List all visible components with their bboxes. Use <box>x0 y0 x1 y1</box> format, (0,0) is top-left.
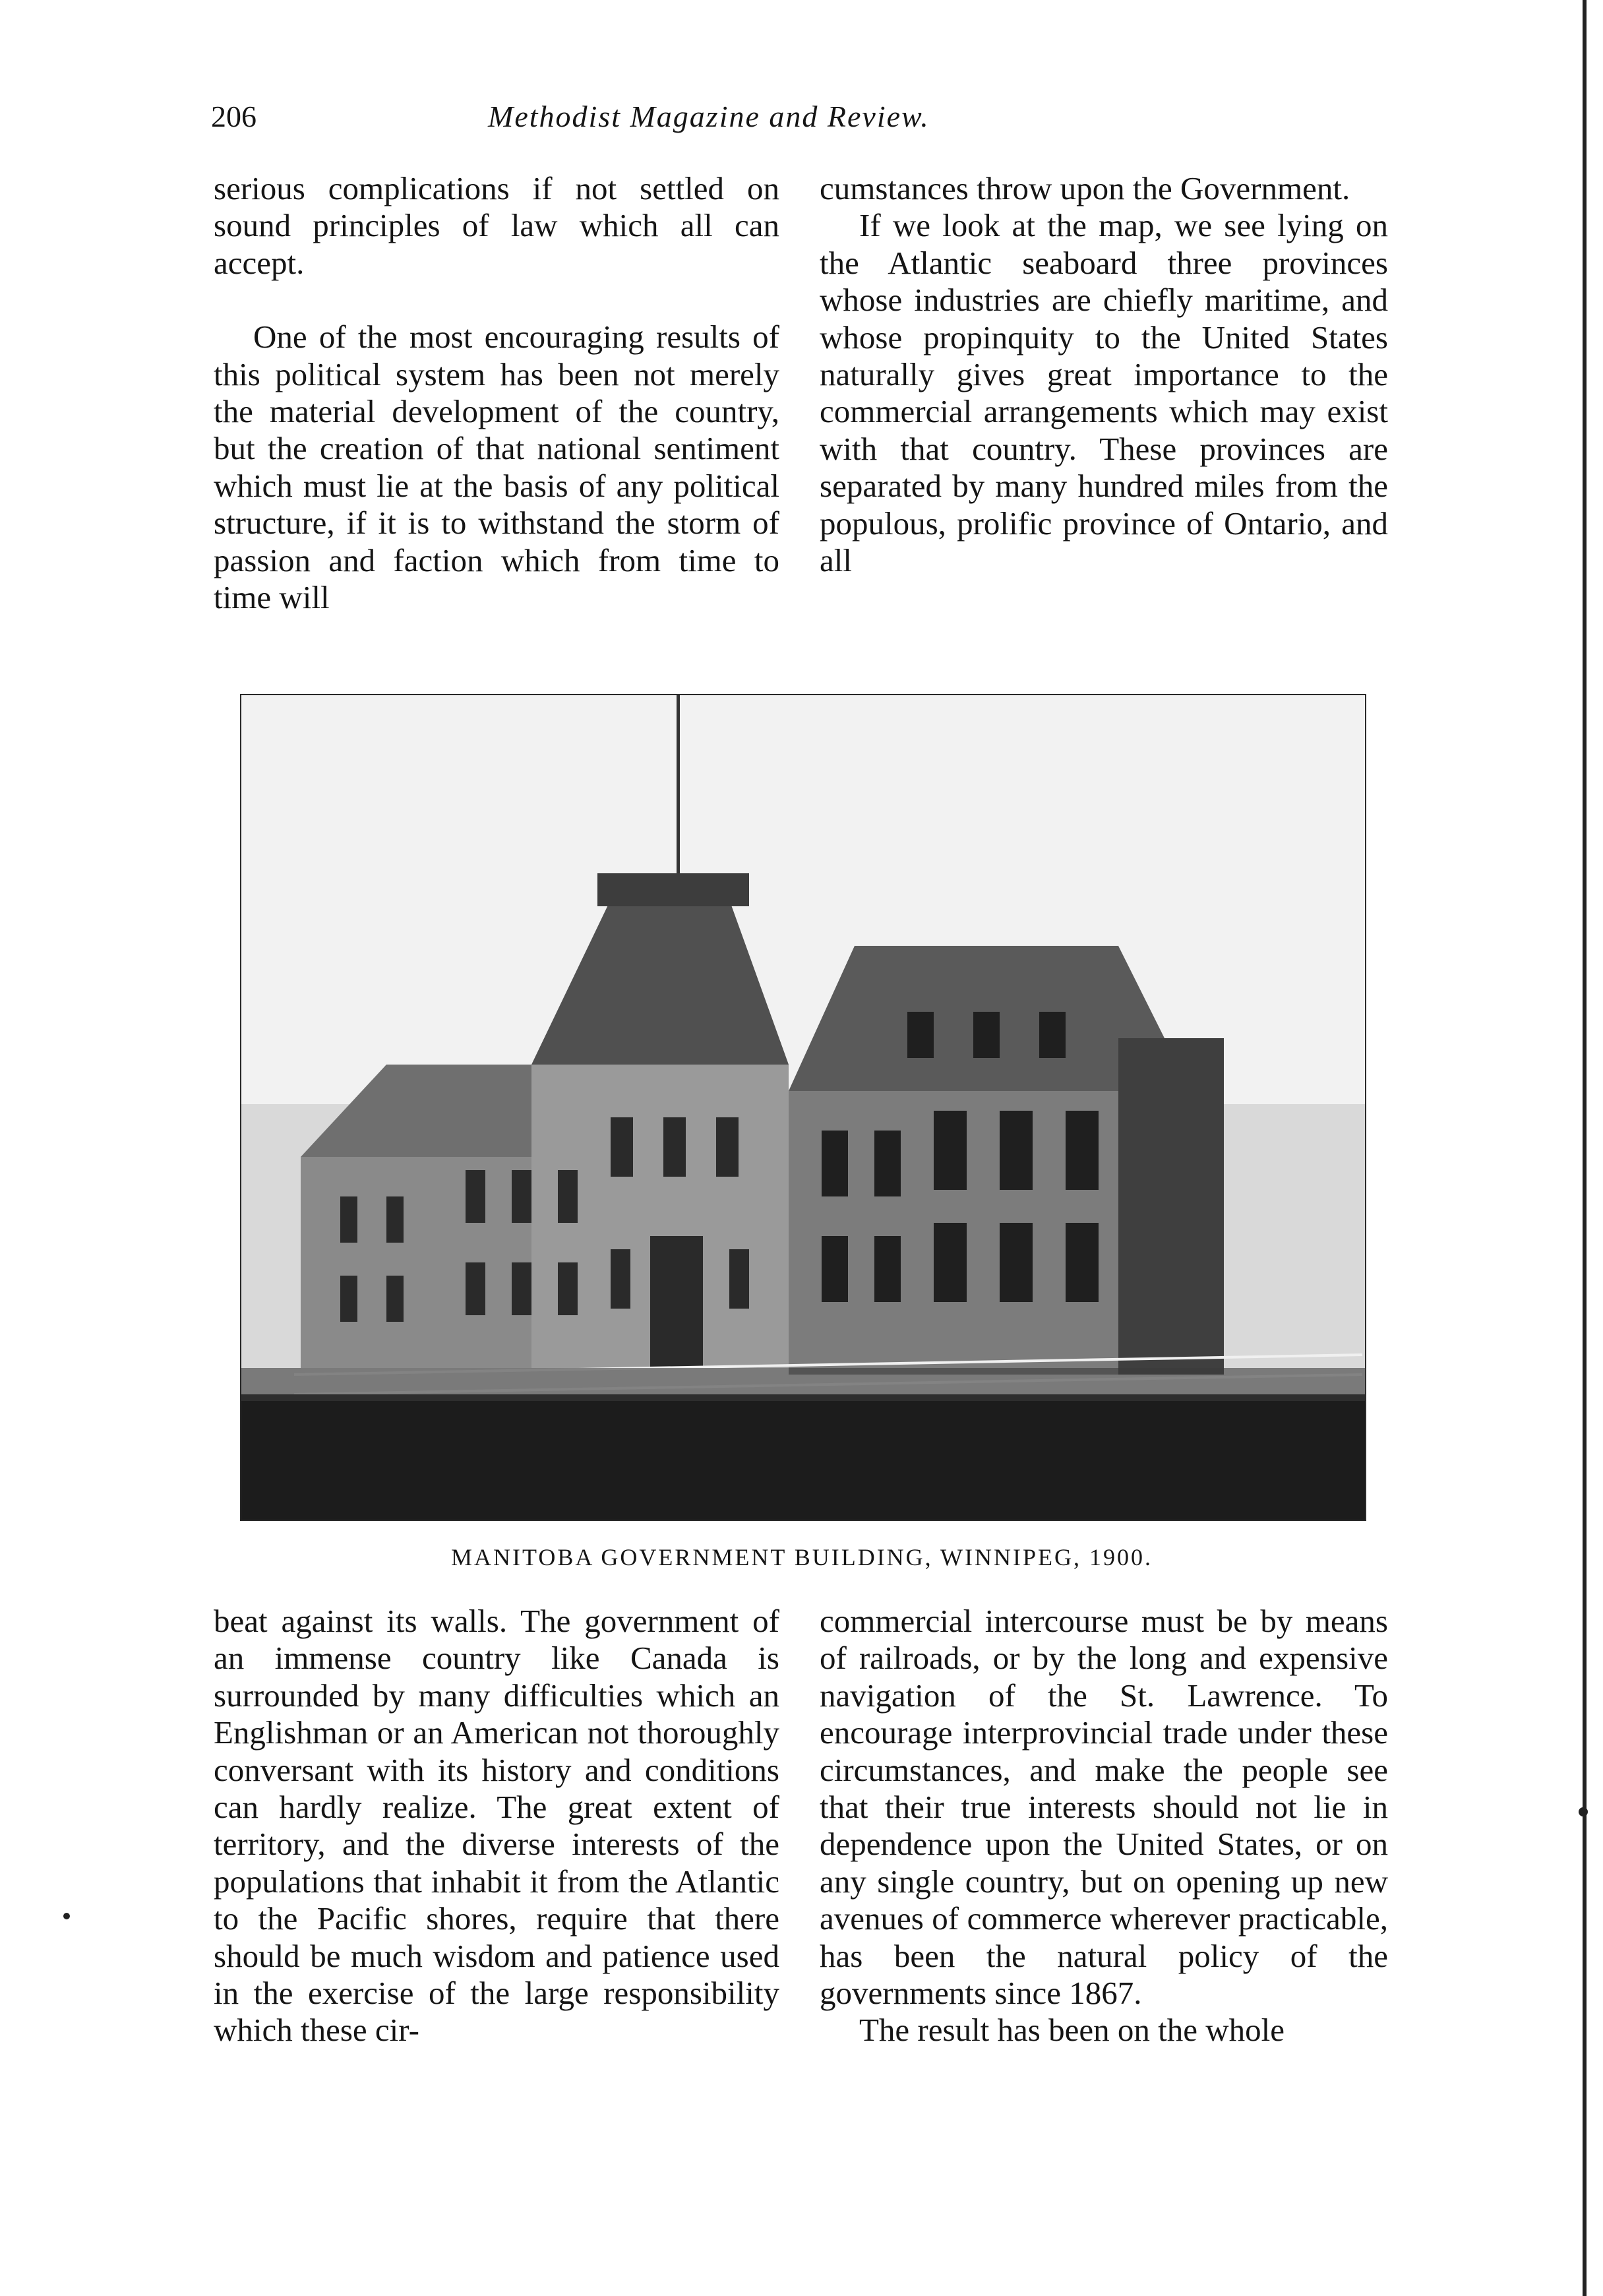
scan-mark <box>1579 1807 1588 1816</box>
paragraph: The result has been on the whole <box>859 2012 1285 2049</box>
paragraph: cumstances throw upon the Government. <box>820 170 1350 206</box>
scan-margin-edge <box>1583 0 1587 2296</box>
page-header <box>198 92 1095 145</box>
figure-caption: MANITOBA GOVERNMENT BUILDING, WINNIPEG, 1900. <box>451 1544 1153 1570</box>
building-photograph <box>240 694 1366 1521</box>
paragraph: One of the most encouraging results of this political system has been not merely the material development of the country, but the creation of that national sentiment which must lie at the basis of any political structure, if it is to withstand the storm of passion and faction which from time to time will <box>214 319 779 616</box>
paragraph: serious complications if not settled on sound principles of law which all can accept. <box>214 170 779 281</box>
bottom-left-column <box>214 1603 779 2049</box>
top-left-column <box>214 170 779 616</box>
running-title: Methodist Magazine and Review. <box>488 100 930 133</box>
page-number: 206 <box>211 100 257 133</box>
building-illustration <box>241 695 1365 1520</box>
scan-mark <box>63 1913 70 1919</box>
paragraph: commercial intercourse must be by means of railroads, or by the long and expensive navigation of the St. Lawrence. To encourage interprovincial trade under these circumstances, and make the people see that their true interests should not lie in dependence upon the United States, or on any single country, but on opening up new avenues of commerce wherever practicable, has been the natural policy of the governments since 1867. <box>820 1603 1388 2012</box>
top-right-column <box>820 170 1388 579</box>
bottom-right-column <box>820 1603 1388 2049</box>
paragraph: beat against its walls. The government of an immense country like Canada is surrounded by many difficulties which an Englishman or an American not thoroughly conversant with its history and conditions can hardly realize. The great extent of territory, and the diverse interests of the populations that inhabit it from the Atlantic to the Pacific shores, require that there should be much wisdom and patience used in the exercise of the large responsibility which these cir- <box>214 1603 779 2049</box>
paragraph: If we look at the map, we see lying on the Atlantic seaboard three provinces whose industries are chiefly maritime, and whose propinquity to the United States naturally gives great importance to the commercial arrangements which may exist with that country. These provinces are separated by many hundred miles from the populous, prolific province of Ontario, and all <box>820 207 1388 579</box>
